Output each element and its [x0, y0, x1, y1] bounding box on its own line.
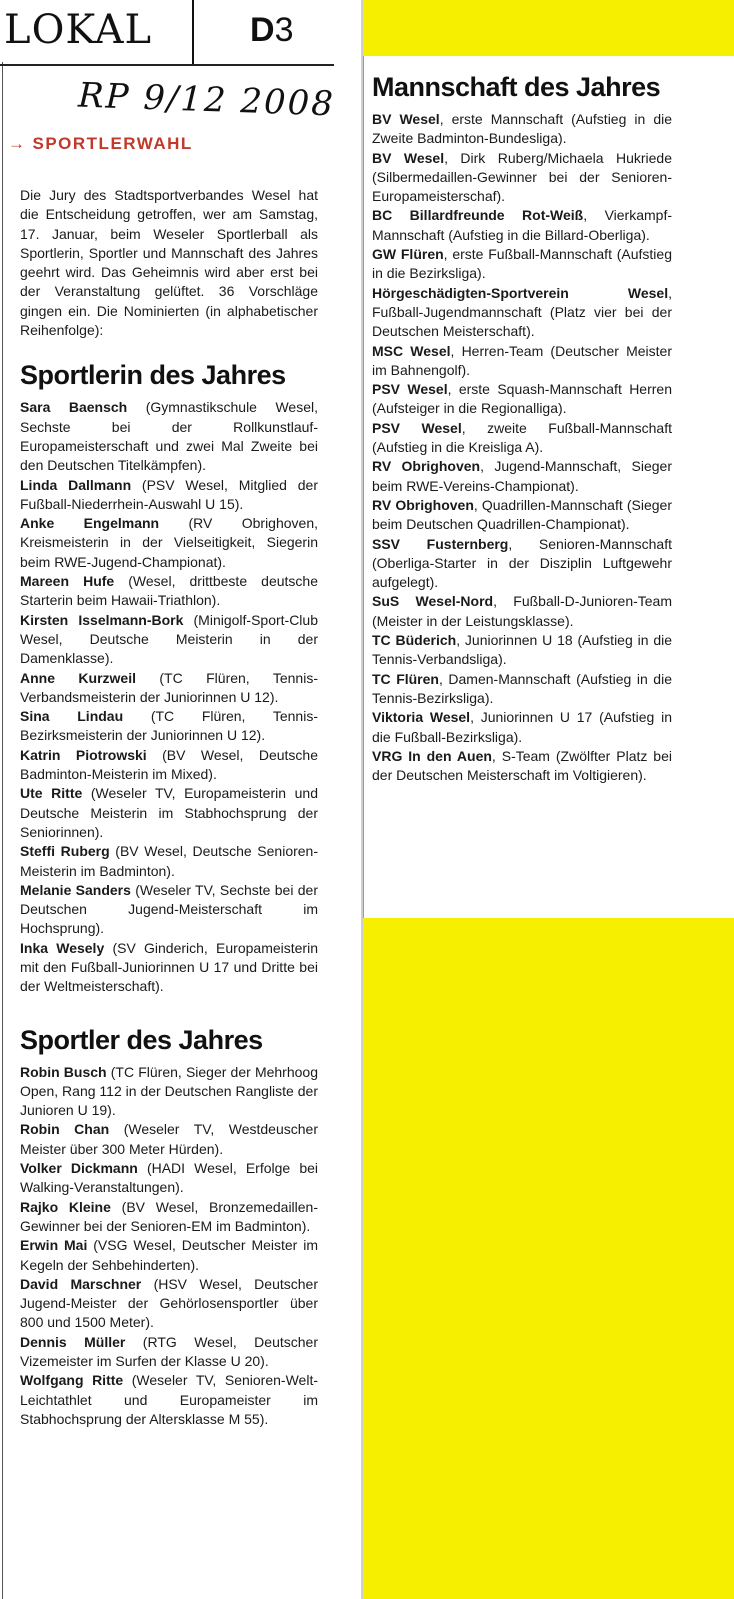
nominee-description: , S-Team (Zwölfter Platz bei der Deutschen Meisterschaft im Voltigieren).	[372, 747, 672, 784]
nominee-name: Ute Ritte	[20, 785, 83, 802]
nominee-name: SSV Fusternberg	[372, 535, 509, 552]
nominee-entry	[20, 1063, 318, 1121]
nominee-name: Melanie Sanders	[20, 881, 131, 898]
nominee-entry	[20, 398, 318, 475]
rubric-text: SPORTLERWAHL	[32, 134, 193, 153]
nominee-name: BV Wesel	[372, 111, 440, 127]
nominee-entry	[20, 939, 318, 997]
sportlerin-list	[20, 398, 318, 996]
nominee-entry	[372, 747, 672, 786]
nominee-name: Sina Lindau	[20, 708, 124, 725]
rubric-label	[8, 134, 193, 154]
nominee-description: (HSV Wesel, Deutscher Jugend-Meister der Gehörlosensportler über 800 und 1500 Meter).	[20, 1275, 318, 1331]
nominee-description: (BV Wesel, Deutsche Senioren-Meisterin im Badminton).	[20, 843, 318, 879]
nominee-entry	[20, 784, 318, 842]
nominee-description: , Juniorinnen U 18 (Aufstieg in die Tennis-Verbandsliga).	[372, 632, 673, 668]
nominee-name: GW Flüren	[372, 246, 444, 263]
nominee-description: , erste Mannschaft (Aufstieg in die Zweite Badminton-Bundesliga).	[372, 111, 672, 147]
nominee-name: RV Obrighoven	[372, 458, 481, 475]
nominee-name: Rajko Kleine	[20, 1198, 111, 1215]
nominee-entry	[20, 1275, 318, 1333]
heading-mannschaft: Mannschaft des Jahres	[372, 72, 661, 102]
nominee-description: , Fußball-D-Junioren-Team (Meister in der Leistungsklasse).	[372, 593, 672, 629]
nominee-name: Hörgeschädigten-Sportverein Wesel	[372, 284, 669, 301]
nominee-description: , Vierkampf-Mannschaft (Aufstieg in die Billard-Oberliga).	[372, 207, 672, 243]
sportler-list	[20, 1063, 318, 1430]
nominee-name: Steffi Ruberg	[20, 843, 110, 860]
nominee-name: Anne Kurzweil	[20, 669, 136, 686]
nominee-name: SuS Wesel-Nord	[372, 593, 494, 610]
nominee-entry	[372, 245, 672, 284]
nominee-description: , zweite Fußball-Mannschaft (Aufstieg in die Kreisliga A).	[372, 419, 672, 456]
nominee-description: , Jugend-Mannschaft, Sieger beim RWE-Vereins-Championat).	[372, 458, 672, 494]
nominee-entry	[20, 1371, 318, 1429]
nominee-name: Erwin Mai	[20, 1237, 88, 1254]
arrow-icon: →	[8, 134, 27, 153]
nominee-entry	[20, 476, 318, 515]
nominee-entry	[372, 670, 672, 709]
nominee-name: PSV Wesel	[372, 381, 448, 398]
nominee-entry	[372, 457, 672, 496]
nominee-entry	[20, 707, 318, 746]
nominee-description: (TC Flüren, Sieger der Mehrhoog Open, Rang 112 in der Deutschen Rangliste der Junioren U 19).	[20, 1063, 318, 1119]
yellow-highlight-bottom	[363, 918, 734, 1599]
nominee-description: , erste Fußball-Mannschaft (Aufstieg in die Bezirksliga).	[372, 246, 672, 282]
nominee-entry	[20, 881, 318, 939]
nominee-description: (Weseler TV, Westdeuscher Meister über 300 Meter Hürden).	[20, 1121, 318, 1157]
nominee-entry	[372, 342, 672, 381]
nominee-entry	[372, 380, 672, 419]
nominee-entry	[372, 419, 672, 458]
nominee-description: , Quadrillen-Mannschaft (Sieger beim Deutschen Quadrillen-Championat).	[372, 496, 672, 533]
mannschaft-list	[372, 110, 672, 785]
right-column	[372, 70, 672, 785]
nominee-description: (VSG Wesel, Deutscher Meister im Kegeln der Sehbehinderten).	[20, 1237, 318, 1273]
nominee-description: , Herren-Team (Deutscher Meister im Bahnengolf).	[372, 342, 672, 378]
page-header	[0, 0, 334, 64]
nominee-entry	[372, 496, 672, 535]
nominee-name: Katrin Piotrowski	[20, 746, 147, 763]
nominee-description: , Damen-Mannschaft (Aufstieg in die Tennis-Bezirksliga).	[372, 670, 672, 706]
nominee-name: Wolfgang Ritte	[20, 1372, 124, 1389]
nominee-description: (RTG Wesel, Deutscher Vizemeister im Surfen der Klasse U 20).	[20, 1333, 318, 1370]
nominee-entry	[20, 572, 318, 611]
nominee-description: (Weseler TV, Sechste bei der Deutschen Jugend-Meisterschaft im Hochsprung).	[20, 881, 318, 937]
nominee-name: BV Wesel	[372, 149, 445, 166]
nominee-description: (Weseler TV, Europameisterin und Deutsche Meisterin im Stabhochsprung der Seniorinnen).	[20, 785, 318, 840]
nominee-name: Kirsten Isselmann-Bork	[20, 611, 184, 628]
nominee-description: (SV Ginderich, Europameisterin mit den Fußball-Juniorinnen U 17 und Dritte bei der Weltmeisterschaft).	[20, 939, 318, 995]
nominee-description: (PSV Wesel, Mitglied der Fußball-Niederrhein-Auswahl U 15).	[20, 476, 318, 512]
nominee-description: , erste Squash-Mannschaft Herren (Aufsteiger in die Regionalliga).	[372, 381, 672, 417]
nominee-name: Sara Baensch	[20, 399, 128, 416]
nominee-name: Robin Chan	[20, 1121, 110, 1138]
nominee-entry	[372, 149, 672, 207]
nominee-entry	[20, 669, 318, 708]
nominee-name: MSC Wesel	[372, 342, 451, 359]
nominee-name: Dennis Müller	[20, 1333, 126, 1350]
nominee-name: PSV Wesel	[372, 419, 462, 436]
nominee-description: (RV Obrighoven, Kreismeisterin in der Vielseitigkeit, Siegerin beim RWE-Jugend-Championat).	[20, 515, 318, 570]
left-column	[20, 186, 318, 1429]
nominee-name: Volker Dickmann	[20, 1160, 138, 1177]
nominee-name: BC Billardfreunde Rot-Weiß	[372, 207, 584, 224]
nominee-entry	[20, 1198, 318, 1237]
nominee-entry	[20, 1236, 318, 1275]
nominee-entry	[20, 1120, 318, 1159]
nominee-description: (TC Flüren, Tennis-Bezirksmeisterin der Juniorinnen U 12).	[20, 708, 318, 744]
nominee-description: , Juniorinnen U 17 (Aufstieg in die Fußball-Bezirksliga).	[372, 709, 672, 745]
nominee-entry	[20, 746, 318, 785]
handwritten-date-note: RP 9/12 2008	[77, 75, 336, 125]
nominee-description: (BV Wesel, Bronzemedaillen-Gewinner bei der Senioren-EM im Badminton).	[20, 1198, 319, 1234]
nominee-entry	[372, 206, 672, 245]
nominee-name: Mareen Hufe	[20, 573, 115, 590]
nominee-entry	[372, 110, 672, 149]
nominee-description: (TC Flüren, Tennis-Verbandsmeisterin der Juniorinnen U 12).	[20, 669, 318, 705]
nominee-entry	[20, 1333, 318, 1372]
nominee-description: , Senioren-Mannschaft (Oberliga-Starter in der Disziplin Luftgewehr aufgelegt).	[372, 535, 672, 591]
nominee-name: Linda Dallmann	[20, 476, 132, 493]
nominee-name: Anke Engelmann	[20, 515, 160, 532]
nominee-entry	[372, 535, 672, 593]
nominee-entry	[20, 611, 318, 669]
nominee-name: TC Büderich	[372, 632, 457, 649]
nominee-description: (Gymnastikschule Wesel, Sechste bei der Rollkunstlauf-Europameisterschaft und zwei Mal Zweite bei den Deutschen Titelkämpfen).	[20, 399, 318, 474]
nominee-entry	[20, 842, 318, 881]
nominee-description: (Weseler TV, Senioren-Welt-Leichtathlet und Europameister im Stabhochsprung der Altersklasse M 55).	[20, 1372, 318, 1427]
heading-sportler: Sportler des Jahres	[20, 1024, 263, 1055]
nominee-entry	[372, 708, 672, 747]
nominee-entry	[20, 1159, 318, 1198]
nominee-name: David Marschner	[20, 1275, 142, 1292]
nominee-description: (Wesel, drittbeste deutsche Starterin beim Hawaii-Triathlon).	[20, 573, 318, 609]
nominee-description: (BV Wesel, Deutsche Badminton-Meisterin im Mixed).	[20, 746, 319, 783]
section-title: LOKAL	[4, 7, 153, 53]
nominee-name: TC Flüren	[372, 670, 439, 687]
heading-sportlerin: Sportlerin des Jahres	[20, 360, 286, 391]
yellow-highlight-top	[363, 0, 734, 56]
nominee-description: , Fußball-Jugendmannschaft (Platz vier bei der Deutschen Meisterschaft).	[372, 284, 672, 340]
column-divider	[363, 56, 364, 918]
nominee-entry	[372, 592, 672, 631]
nominee-description: (Minigolf-Sport-Club Wesel, Deutsche Meisterin in der Damenklasse).	[20, 611, 318, 667]
nominee-entry	[20, 514, 318, 572]
nominee-description: , Dirk Ruberg/Michaela Hukriede (Silbermedaillen-Gewinner bei der Senioren-Europameisterschaf).	[372, 149, 673, 205]
nominee-name: Inka Wesely	[20, 939, 105, 956]
header-rule	[0, 64, 334, 66]
page-number: D3	[250, 11, 294, 49]
nominee-description: (HADI Wesel, Erfolge bei Walking-Veranstaltungen).	[20, 1160, 319, 1196]
intro-paragraph: Die Jury des Stadtsportverbandes Wesel hat die Entscheidung getroffen, wer am Samstag, 17. Januar, beim Weseler Sportlerball als Sportlerin, Sportler und Mannschaft des Jahres geehrt wird. Das Geheimnis wird aber erst bei der Veranstaltung gelüftet. 36 Vorschläge gingen ein. Die Nominierten (in alphabetischer Reihenfolge):	[20, 187, 318, 339]
nominee-name: RV Obrighoven	[372, 496, 474, 513]
nominee-entry	[372, 284, 672, 342]
header-divider	[192, 0, 194, 64]
nominee-name: Robin Busch	[20, 1063, 107, 1080]
nominee-name: VRG In den Auen	[372, 747, 492, 764]
left-border-line	[2, 62, 3, 1599]
nominee-entry	[372, 631, 672, 670]
nominee-name: Viktoria Wesel	[372, 709, 471, 726]
